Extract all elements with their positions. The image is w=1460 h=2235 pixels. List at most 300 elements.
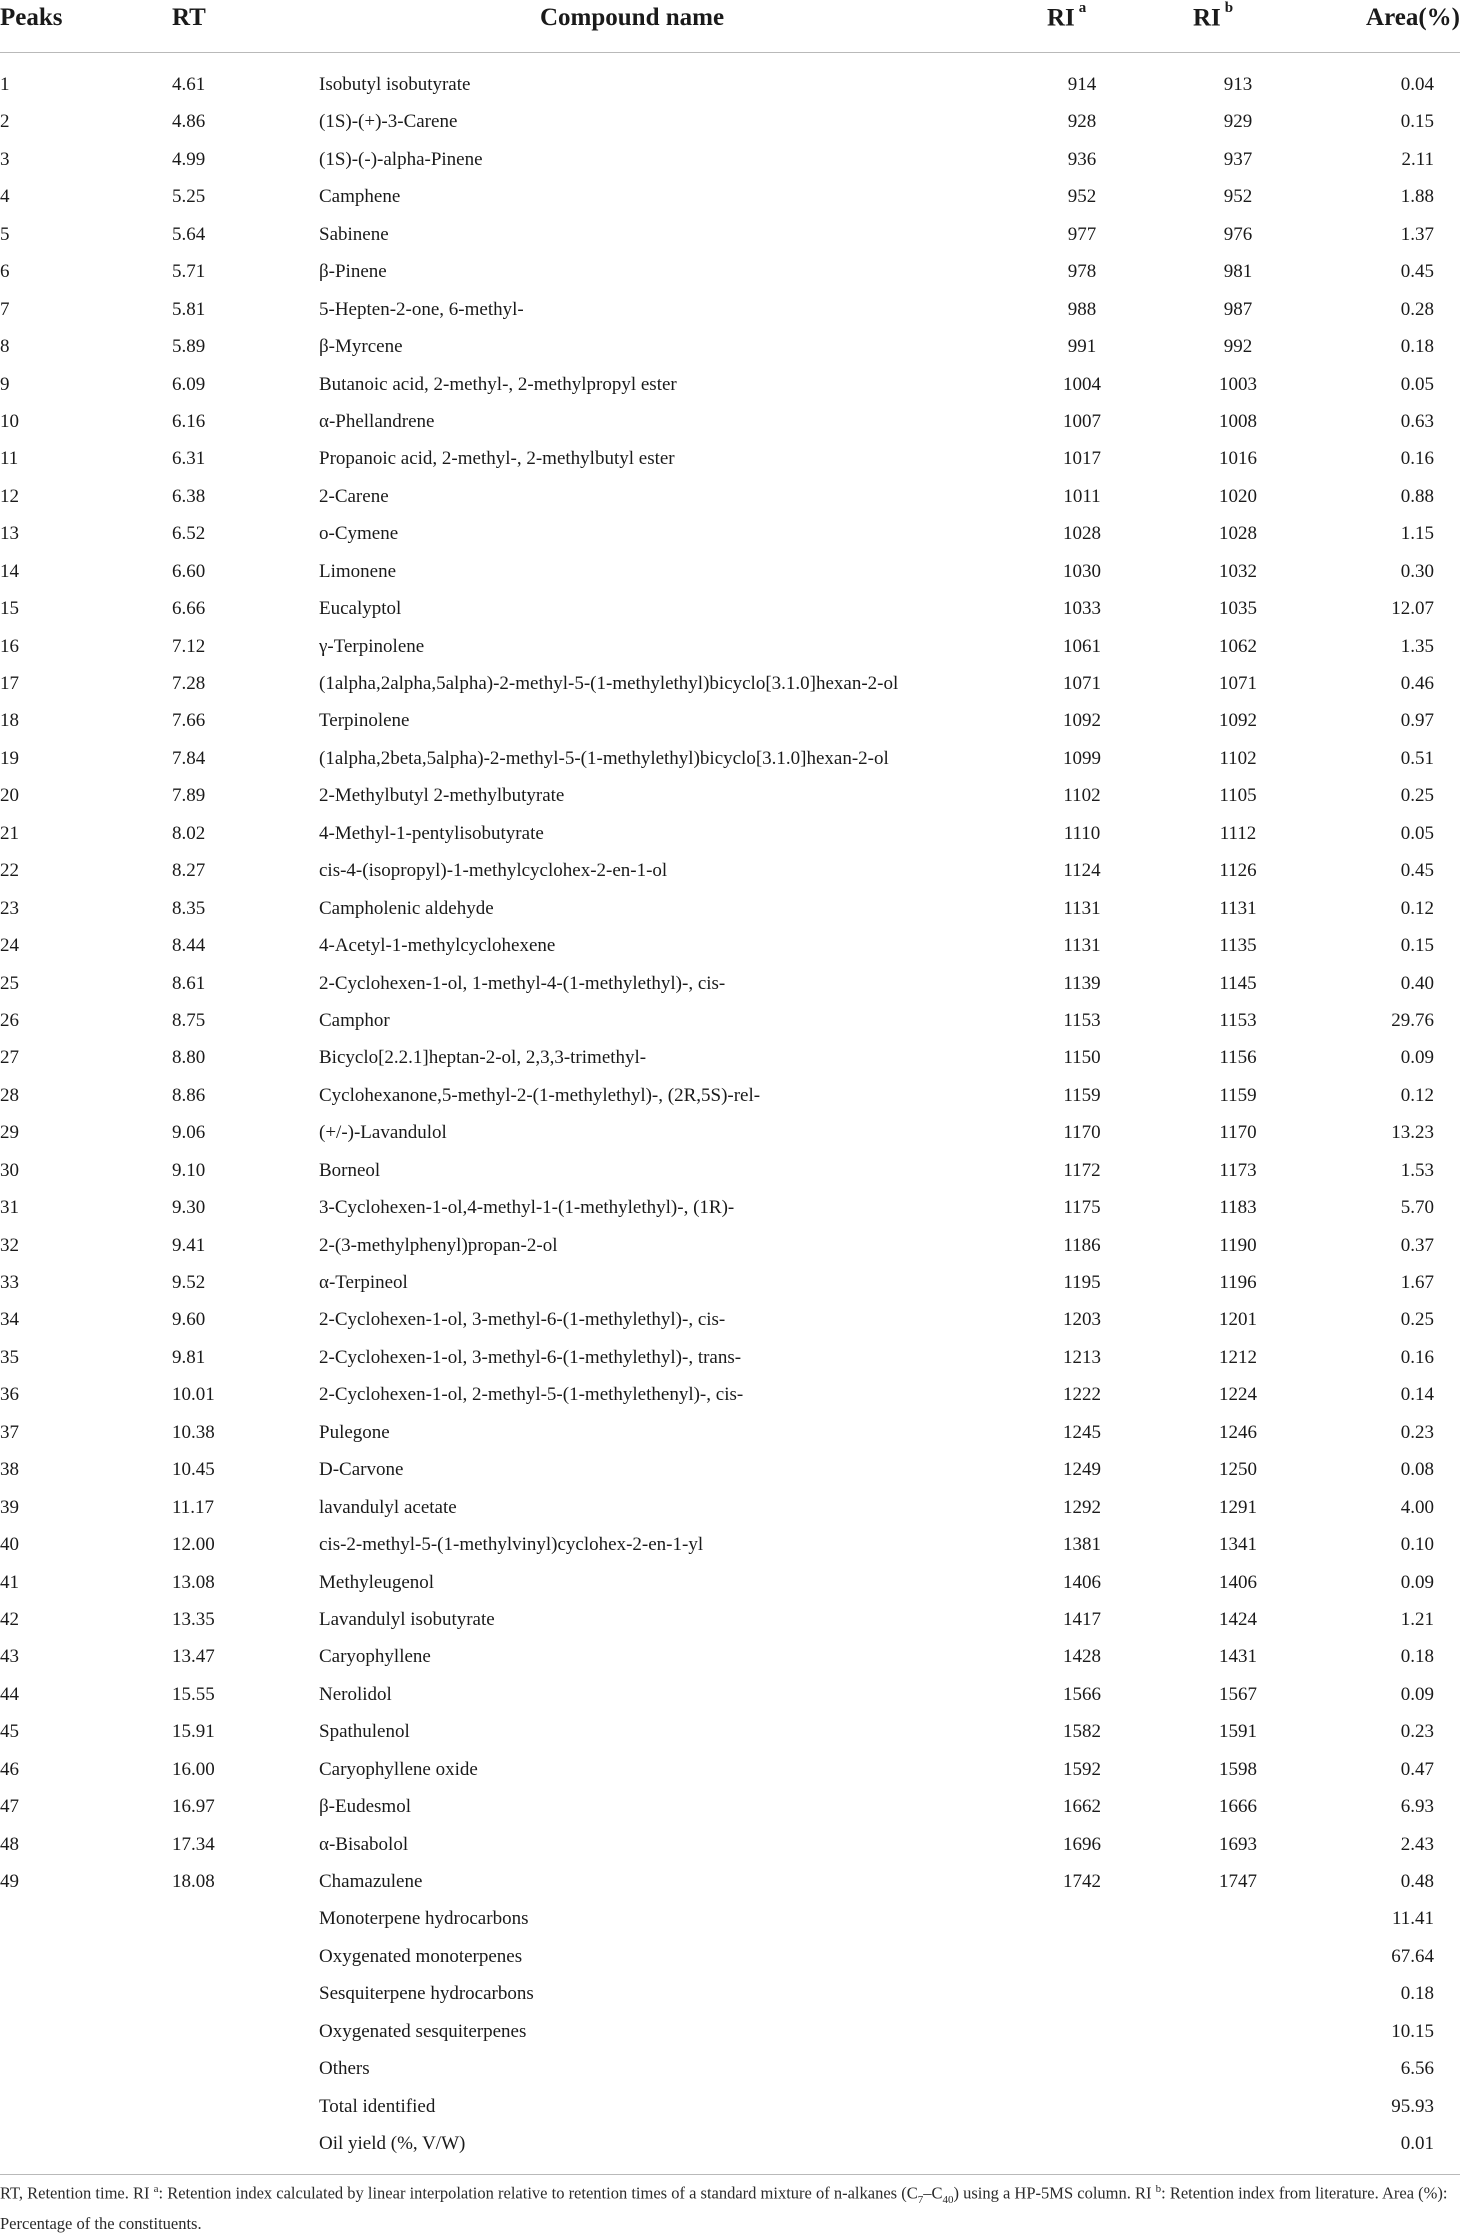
cell-peak: 19 (0, 747, 19, 769)
cell-peak: 25 (0, 972, 19, 994)
table-row (0, 178, 1460, 215)
cell-area: 0.30 (1400, 560, 1434, 582)
cell-rt: 8.75 (172, 1009, 206, 1031)
footnote-text-1: RT, Retention time. RI (0, 2183, 154, 2203)
cell-rt: 4.61 (172, 74, 206, 95)
cell-compound-name: (1alpha,2beta,5alpha)-2-methyl-5-(1-methylethyl)bicyclo[3.1.0]hexan-2-ol (319, 747, 889, 769)
cell-area: 0.18 (1400, 1983, 1434, 2005)
table-footnote (0, 2178, 1452, 2235)
cell-peak: 39 (0, 1496, 19, 1518)
table-row (0, 1376, 1460, 1413)
cell-peak: 26 (0, 1009, 19, 1031)
cell-area: 0.04 (1400, 74, 1434, 95)
cell-area: 0.88 (1400, 485, 1434, 507)
table-row (0, 2125, 1460, 2162)
table-row (0, 253, 1460, 290)
table-row (0, 1938, 1460, 1975)
table-row (0, 1564, 1460, 1601)
cell-ri-b: 929 (1223, 111, 1253, 133)
cell-peak: 38 (0, 1459, 19, 1481)
cell-area: 0.05 (1400, 822, 1434, 844)
cell-rt: 8.44 (172, 935, 206, 957)
cell-rt: 15.91 (172, 1721, 215, 1743)
cell-peak: 40 (0, 1534, 19, 1556)
cell-peak: 48 (0, 1833, 19, 1855)
cell-compound-name: (+/-)-Lavandulol (319, 1122, 447, 1144)
cell-ri-a: 1170 (1063, 1122, 1101, 1144)
cell-compound-name: 2-Cyclohexen-1-ol, 3-methyl-6-(1-methylethyl)-, cis- (319, 1309, 726, 1331)
cell-area: 0.23 (1400, 1421, 1434, 1443)
cell-compound-name: Pulegone (319, 1421, 390, 1443)
table-row (0, 740, 1460, 777)
cell-ri-a: 991 (1067, 336, 1097, 358)
cell-ri-b: 1153 (1219, 1009, 1257, 1031)
cell-area: 0.09 (1400, 1571, 1434, 1593)
cell-area: 0.05 (1400, 373, 1434, 395)
cell-compound-name: 2-(3-methylphenyl)propan-2-ol (319, 1234, 558, 1256)
cell-compound-name: Eucalyptol (319, 598, 402, 620)
cell-ri-a: 1417 (1063, 1608, 1101, 1630)
cell-rt: 9.60 (172, 1309, 206, 1331)
cell-ri-b: 987 (1223, 298, 1253, 320)
cell-area: 0.15 (1400, 935, 1434, 957)
cell-area: 1.37 (1400, 223, 1434, 245)
cell-rt: 5.71 (172, 261, 206, 283)
cell-area: 0.16 (1400, 448, 1434, 470)
cell-peak: 24 (0, 935, 19, 957)
cell-rt: 8.80 (172, 1047, 206, 1069)
cell-ri-b: 1170 (1219, 1122, 1257, 1144)
cell-ri-b: 1145 (1219, 972, 1257, 994)
cell-ri-a: 1406 (1063, 1571, 1101, 1593)
cell-area: 13.23 (1391, 1122, 1434, 1144)
cell-compound-name: Monoterpene hydrocarbons (319, 1908, 529, 1930)
cell-area: 2.11 (1401, 148, 1434, 170)
cell-ri-a: 1102 (1063, 785, 1101, 807)
cell-ri-b: 1032 (1219, 560, 1257, 582)
cell-ri-a: 1159 (1063, 1084, 1101, 1106)
cell-area: 0.25 (1400, 785, 1434, 807)
cell-ri-b: 1035 (1219, 598, 1257, 620)
cell-area: 4.00 (1400, 1496, 1434, 1518)
cell-peak: 43 (0, 1646, 19, 1668)
cell-ri-b: 952 (1223, 186, 1253, 208)
cell-ri-a: 1696 (1063, 1833, 1101, 1855)
cell-ri-b: 1156 (1219, 1047, 1257, 1069)
table-row (0, 1826, 1460, 1863)
table-row (0, 515, 1460, 552)
header-ri-b (1193, 0, 1234, 32)
cell-ri-a: 1153 (1063, 1009, 1101, 1031)
footnote-sup-b: b (1155, 2183, 1162, 2195)
cell-peak: 3 (0, 148, 10, 170)
cell-area: 1.67 (1400, 1272, 1434, 1293)
header-ri-a (1047, 0, 1087, 32)
cell-rt: 6.09 (172, 373, 206, 395)
cell-ri-b: 1424 (1219, 1608, 1257, 1630)
table-row (0, 291, 1460, 328)
cell-ri-a: 1011 (1063, 485, 1101, 507)
cell-area: 0.09 (1400, 1047, 1434, 1069)
cell-compound-name: Borneol (319, 1159, 381, 1181)
cell-peak: 46 (0, 1758, 19, 1780)
cell-compound-name: (1S)-(-)-alpha-Pinene (319, 148, 483, 170)
cell-ri-a: 1566 (1063, 1683, 1101, 1705)
cell-peak: 21 (0, 822, 19, 844)
cell-ri-b: 1112 (1219, 822, 1257, 844)
table-row (0, 702, 1460, 739)
cell-peak: 11 (0, 448, 19, 470)
cell-compound-name: Methyleugenol (319, 1571, 435, 1593)
cell-ri-a: 1150 (1063, 1047, 1101, 1069)
cell-rt: 5.89 (172, 336, 206, 358)
cell-ri-b: 1666 (1219, 1796, 1257, 1818)
cell-ri-b: 1071 (1219, 673, 1257, 694)
cell-rt: 15.55 (172, 1683, 215, 1705)
cell-ri-b: 1126 (1219, 860, 1257, 882)
cell-peak: 41 (0, 1571, 19, 1593)
cell-ri-a: 1245 (1063, 1421, 1101, 1443)
cell-ri-b: 913 (1223, 74, 1253, 95)
cell-ri-a: 1381 (1063, 1534, 1101, 1556)
cell-ri-b: 976 (1223, 223, 1253, 245)
cell-compound-name: γ-Terpinolene (319, 635, 425, 657)
cell-ri-a: 1213 (1063, 1346, 1101, 1368)
footnote-sub-1: 7 (917, 2193, 924, 2206)
cell-rt: 9.06 (172, 1122, 206, 1144)
table-row (0, 1638, 1460, 1675)
cell-rt: 13.47 (172, 1646, 215, 1668)
footnote-text-3: –C (923, 2183, 943, 2203)
cell-rt: 13.35 (172, 1608, 215, 1630)
table-row (0, 1227, 1460, 1264)
cell-ri-a: 1007 (1063, 410, 1101, 432)
cell-ri-a: 1186 (1063, 1234, 1101, 1256)
cell-compound-name: β-Myrcene (319, 336, 403, 358)
cell-area: 1.88 (1400, 186, 1434, 208)
table-row (0, 2013, 1460, 2050)
cell-ri-b: 1196 (1219, 1272, 1257, 1293)
cell-peak: 32 (0, 1234, 19, 1256)
cell-peak: 17 (0, 673, 19, 694)
cell-compound-name: 4-Methyl-1-pentylisobutyrate (319, 822, 544, 844)
cell-area: 12.07 (1391, 598, 1434, 620)
footnote-text-5: : Retention index from literature. Area (%): Percentage of the constituents. (0, 2183, 1448, 2233)
table-row (0, 478, 1460, 515)
cell-compound-name: Oxygenated monoterpenes (319, 1945, 523, 1967)
cell-ri-b: 1693 (1219, 1833, 1257, 1855)
cell-peak: 18 (0, 710, 19, 732)
cell-ri-a: 1092 (1063, 710, 1101, 732)
table-row (0, 1414, 1460, 1451)
cell-peak: 6 (0, 261, 10, 283)
cell-ri-b: 1567 (1219, 1683, 1257, 1705)
cell-compound-name: 5-Hepten-2-one, 6-methyl- (319, 298, 524, 320)
table-bottom-rule (0, 2174, 1460, 2175)
cell-area: 0.18 (1400, 336, 1434, 358)
cell-compound-name: 3-Cyclohexen-1-ol,4-methyl-1-(1-methylethyl)-, (1R)- (319, 1197, 735, 1219)
cell-rt: 9.41 (172, 1234, 206, 1256)
footnote-sub-2: 40 (942, 2193, 954, 2206)
cell-ri-a: 1742 (1063, 1871, 1101, 1892)
cell-area: 0.28 (1400, 298, 1434, 320)
cell-ri-b: 1246 (1219, 1421, 1257, 1443)
cell-compound-name: Campholenic aldehyde (319, 897, 494, 919)
cell-area: 10.15 (1391, 2020, 1434, 2042)
cell-rt: 6.31 (172, 448, 206, 470)
cell-rt: 5.25 (172, 186, 206, 208)
cell-compound-name: D-Carvone (319, 1459, 404, 1481)
cell-area: 0.12 (1400, 897, 1434, 919)
cell-compound-name: Limonene (319, 560, 397, 582)
cell-ri-a: 1172 (1063, 1159, 1101, 1181)
cell-rt: 8.27 (172, 860, 206, 882)
cell-area: 0.46 (1400, 673, 1434, 694)
table-row (0, 141, 1460, 178)
cell-compound-name: Butanoic acid, 2-methyl-, 2-methylpropyl ester (319, 373, 677, 395)
cell-ri-a: 1139 (1063, 972, 1101, 994)
cell-rt: 5.81 (172, 298, 206, 320)
cell-compound-name: Cyclohexanone,5-methyl-2-(1-methylethyl)-, (2R,5S)-rel- (319, 1084, 761, 1106)
cell-ri-a: 988 (1067, 298, 1097, 320)
table-row (0, 440, 1460, 477)
table-row (0, 1451, 1460, 1488)
table-row (0, 965, 1460, 1002)
cell-compound-name: Lavandulyl isobutyrate (319, 1608, 495, 1630)
table-row (0, 890, 1460, 927)
cell-ri-a: 978 (1067, 261, 1097, 283)
cell-peak: 44 (0, 1683, 19, 1705)
table-row (0, 1601, 1460, 1638)
cell-rt: 6.52 (172, 523, 206, 545)
cell-rt: 12.00 (172, 1534, 215, 1556)
cell-compound-name: 2-Cyclohexen-1-ol, 3-methyl-6-(1-methylethyl)-, trans- (319, 1346, 742, 1368)
cell-ri-a: 1662 (1063, 1796, 1101, 1818)
table-row (0, 852, 1460, 889)
cell-ri-a: 977 (1067, 223, 1097, 245)
cell-rt: 10.45 (172, 1459, 215, 1481)
cell-rt: 11.17 (172, 1496, 215, 1518)
cell-area: 6.93 (1400, 1796, 1434, 1818)
cell-rt: 8.86 (172, 1084, 206, 1106)
cell-ri-b: 1135 (1219, 935, 1257, 957)
cell-rt: 10.38 (172, 1421, 215, 1443)
cell-ri-b: 1406 (1219, 1571, 1257, 1593)
cell-compound-name: β-Pinene (319, 261, 387, 283)
cell-rt: 8.35 (172, 897, 206, 919)
cell-peak: 23 (0, 897, 19, 919)
cell-area: 29.76 (1391, 1009, 1434, 1031)
cell-peak: 36 (0, 1384, 19, 1406)
cell-ri-b: 1003 (1219, 373, 1257, 395)
table-row (0, 1189, 1460, 1226)
cell-rt: 7.84 (172, 747, 206, 769)
cell-ri-b: 1173 (1219, 1159, 1257, 1181)
cell-area: 0.15 (1400, 111, 1434, 133)
header-area: Area(%) (1366, 4, 1460, 31)
cell-peak: 31 (0, 1197, 19, 1219)
cell-peak: 20 (0, 785, 19, 807)
cell-rt: 9.30 (172, 1197, 206, 1219)
cell-peak: 1 (0, 74, 10, 95)
cell-area: 0.09 (1400, 1683, 1434, 1705)
table-row (0, 1751, 1460, 1788)
cell-ri-a: 1033 (1063, 598, 1101, 620)
cell-ri-b: 1159 (1219, 1084, 1257, 1106)
table-row (0, 328, 1460, 365)
table-row (0, 366, 1460, 403)
table-row (0, 1788, 1460, 1825)
cell-area: 0.45 (1400, 261, 1434, 283)
table-row (0, 1039, 1460, 1076)
table-row (0, 553, 1460, 590)
header-compound-name: Compound name (540, 4, 725, 31)
cell-peak: 28 (0, 1084, 19, 1106)
cell-rt: 13.08 (172, 1571, 215, 1593)
cell-peak: 2 (0, 111, 10, 133)
cell-ri-a: 1292 (1063, 1496, 1101, 1518)
table-row (0, 103, 1460, 140)
cell-ri-b: 1591 (1219, 1721, 1257, 1743)
cell-compound-name: Bicyclo[2.2.1]heptan-2-ol, 2,3,3-trimethyl- (319, 1047, 647, 1069)
cell-compound-name: (1S)-(+)-3-Carene (319, 111, 458, 133)
cell-ri-b: 1747 (1219, 1871, 1257, 1892)
cell-ri-b: 1102 (1219, 747, 1257, 769)
cell-area: 2.43 (1400, 1833, 1434, 1855)
cell-compound-name: Spathulenol (319, 1721, 410, 1743)
cell-rt: 6.38 (172, 485, 206, 507)
cell-rt: 17.34 (172, 1833, 215, 1855)
cell-ri-a: 1428 (1063, 1646, 1101, 1668)
cell-compound-name: Others (319, 2058, 370, 2080)
cell-area: 0.51 (1400, 747, 1434, 769)
cell-ri-a: 1124 (1063, 860, 1101, 882)
cell-compound-name: 2-Methylbutyl 2-methylbutyrate (319, 785, 565, 807)
cell-compound-name: Oil yield (%, V/W) (319, 2133, 466, 2155)
table-row (0, 777, 1460, 814)
cell-ri-b: 1092 (1219, 710, 1257, 732)
table-row (0, 1900, 1460, 1937)
cell-rt: 16.00 (172, 1758, 215, 1780)
cell-rt: 7.28 (172, 673, 206, 694)
cell-ri-b: 1020 (1219, 485, 1257, 507)
cell-compound-name: cis-2-methyl-5-(1-methylvinyl)cyclohex-2-en-1-yl (319, 1534, 704, 1556)
cell-peak: 12 (0, 485, 19, 507)
cell-compound-name: lavandulyl acetate (319, 1496, 457, 1518)
cell-area: 0.48 (1400, 1871, 1434, 1892)
cell-rt: 7.66 (172, 710, 206, 732)
table-row (0, 216, 1460, 253)
cell-ri-a: 1195 (1063, 1272, 1101, 1293)
cell-compound-name: Sesquiterpene hydrocarbons (319, 1983, 534, 2005)
table-header (0, 0, 1460, 53)
table-row (0, 1863, 1460, 1900)
cell-ri-a: 1592 (1063, 1758, 1101, 1780)
cell-peak: 29 (0, 1122, 19, 1144)
table-row (0, 1152, 1460, 1189)
cell-rt: 16.97 (172, 1796, 215, 1818)
table-row (0, 927, 1460, 964)
cell-rt: 6.16 (172, 410, 206, 432)
table-row (0, 1077, 1460, 1114)
cell-ri-a: 1071 (1063, 673, 1101, 694)
cell-ri-a: 1099 (1063, 747, 1101, 769)
header-peaks: Peaks (0, 4, 63, 31)
table-row (0, 1676, 1460, 1713)
cell-compound-name: Caryophyllene (319, 1646, 431, 1668)
cell-compound-name: Chamazulene (319, 1871, 423, 1892)
cell-peak: 16 (0, 635, 19, 657)
cell-ri-b: 1250 (1219, 1459, 1257, 1481)
cell-compound-name: 2-Cyclohexen-1-ol, 2-methyl-5-(1-methylethenyl)-, cis- (319, 1384, 744, 1406)
cell-ri-a: 1028 (1063, 523, 1101, 545)
cell-area: 0.12 (1400, 1084, 1434, 1106)
cell-ri-b: 1062 (1219, 635, 1257, 657)
cell-area: 0.10 (1400, 1534, 1434, 1556)
table-row (0, 815, 1460, 852)
cell-ri-b: 1291 (1219, 1496, 1257, 1518)
cell-compound-name: Sabinene (319, 223, 389, 245)
cell-area: 0.14 (1400, 1384, 1434, 1406)
cell-area: 0.45 (1400, 860, 1434, 882)
cell-area: 1.15 (1400, 523, 1434, 545)
cell-compound-name: α-Bisabolol (319, 1833, 409, 1855)
table-row (0, 2050, 1460, 2087)
cell-compound-name: 2-Cyclohexen-1-ol, 1-methyl-4-(1-methylethyl)-, cis- (319, 972, 726, 994)
cell-ri-b: 1201 (1219, 1309, 1257, 1331)
table-row (0, 66, 1460, 103)
cell-peak: 33 (0, 1272, 19, 1293)
cell-peak: 27 (0, 1047, 19, 1069)
table-row (0, 665, 1460, 702)
cell-rt: 7.12 (172, 635, 206, 657)
cell-area: 0.01 (1400, 2133, 1434, 2155)
cell-compound-name: o-Cymene (319, 523, 399, 545)
cell-peak: 8 (0, 336, 10, 358)
cell-area: 95.93 (1391, 2095, 1434, 2117)
header-ri-a-superscript: a (1078, 0, 1087, 16)
cell-area: 0.18 (1400, 1646, 1434, 1668)
table-row (0, 403, 1460, 440)
cell-area: 67.64 (1391, 1945, 1434, 1967)
cell-ri-a: 914 (1067, 74, 1097, 95)
cell-peak: 30 (0, 1159, 19, 1181)
cell-peak: 42 (0, 1608, 19, 1630)
footnote-text-4: ) using a HP-5MS column. RI (953, 2183, 1156, 2203)
cell-ri-b: 981 (1223, 261, 1253, 283)
cell-ri-b: 1105 (1219, 785, 1257, 807)
cell-compound-name: α-Terpineol (319, 1272, 408, 1293)
table-row (0, 1526, 1460, 1563)
cell-ri-a: 952 (1067, 186, 1097, 208)
footnote-text-2: : Retention index calculated by linear interpolation relative to retention times of a standard mixture of n-alkanes (C (158, 2183, 918, 2203)
cell-compound-name: β-Eudesmol (319, 1796, 411, 1818)
table-row (0, 1975, 1460, 2012)
cell-ri-b: 1190 (1219, 1234, 1257, 1256)
table-row (0, 1713, 1460, 1750)
cell-area: 0.47 (1400, 1758, 1434, 1780)
cell-compound-name: Caryophyllene oxide (319, 1758, 478, 1780)
cell-compound-name: Isobutyl isobutyrate (319, 74, 471, 95)
cell-ri-a: 1004 (1063, 373, 1101, 395)
cell-ri-a: 1030 (1063, 560, 1101, 582)
table-row (0, 1114, 1460, 1151)
cell-ri-a: 1110 (1063, 822, 1101, 844)
cell-peak: 15 (0, 598, 19, 620)
cell-ri-b: 937 (1223, 148, 1253, 170)
cell-ri-a: 1131 (1063, 897, 1101, 919)
cell-peak: 45 (0, 1721, 19, 1743)
